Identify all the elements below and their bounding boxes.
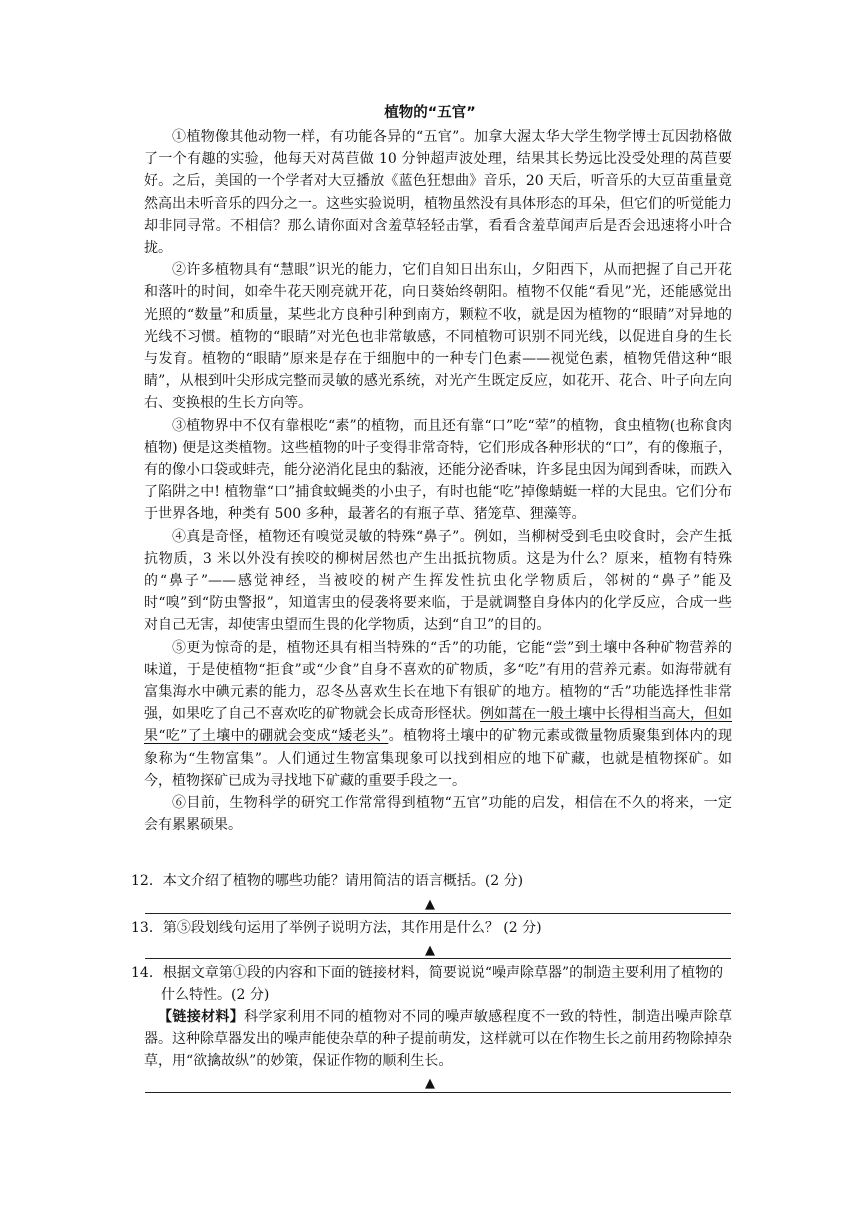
question-14-number: 14．: [131, 965, 163, 981]
article-body: [144, 126, 732, 837]
answer-line-12[interactable]: [145, 913, 731, 914]
article-title: 植物的“五官”: [384, 105, 476, 121]
question-14-text: 根据文章第①段的内容和下面的链接材料，简要说说“噪声除草器”的制造主要利用了植物的什么特性。(2 分): [161, 965, 724, 1004]
answer-marker-14: ▲: [425, 1076, 435, 1091]
paragraph-2: ②许多植物具有“慧眼”识光的能力，它们自知日出东山，夕阳西下，从而把握了自己开花和落叶的时间，如牵牛花天刚亮就开花，向日葵始终朝阳。植物不仅能“看见”光，还能感觉出光照的“数量”和质量，某些北方良种引种到南方，颗粒不收，就是因为植物的“眼睛”对异地的光线不习惯。植物的“眼睛”对光色也非常敏感，不同植物可识别不同光线，以促进自身的生长与发育。植物的“眼睛”原来是存在于细胞中的一种专门色素——视觉色素，植物凭借这种“眼睛”，从根到叶尖形成完整而灵敏的感光系统，对光产生既定反应，如花开、花合、叶子向左向右、变换根的生长方向等。: [144, 262, 732, 412]
answer-marker-12: ▲: [425, 897, 435, 912]
link-material-label: 【链接材料】: [158, 1009, 245, 1025]
link-material: [144, 1006, 732, 1073]
question-12: 12．本文介绍了植物的哪些功能？请用简洁的语言概括。(2 分): [131, 873, 524, 889]
paragraph-6: ⑥目前，生物科学的研究工作常常得到植物“五官”功能的启发，相信在不久的将来，一定会有累累硕果。: [144, 795, 732, 834]
paragraph-5-before: ⑤更为惊奇的是，植物还具有相当特殊的“舌”的功能，它能“尝”到土壤中各种矿物营养的味道，于是使植物“拒食”或“少食”自身不喜欢的矿物质，多“吃”有用的营养元素。如海带就有富集海水中碘元素的能力，忍冬丛喜欢生长在地下有银矿的地方。植物的“舌”功能选择性非常强，如果吃了自己不喜欢吃的矿物就会长成奇形怪状。: [144, 639, 732, 723]
underlined-sentence: 例如蒿在一般土壤中长得相当高大，但如果“吃”了土壤中的硼就会变成“矮老头”: [144, 706, 732, 745]
link-material-text: 科学家利用不同的植物对不同的噪声敏感程度不一致的特性，制造出噪声除草器。这种除草器发出的噪声能使杂草的种子提前萌发，这样就可以在作物生长之前用药物除掉杂草，用“欲擒故纵”的妙策，保证作物的顺利生长。: [144, 1009, 733, 1070]
question-14: [131, 962, 731, 1006]
link-material-paragraph: [144, 1006, 732, 1073]
paragraph-5-after: 。植物将土壤中的矿物元素或微量物质聚集到体内的现象称为“生物富集”。人们通过生物富集现象可以找到相应的地下矿藏，也就是植物探矿。如今，植物探矿已成为寻找地下矿藏的重要手段之一。: [144, 728, 732, 789]
paragraph-1: ①植物像其他动物一样，有功能各异的“五官”。加拿大渥太华大学生物学博士瓦因勃格做了一个有趣的实验，他每天对莴苣做 10 分钟超声波处理，结果其长势远比没受处理的莴苣要好。之后，美国的一个学者对大豆播放《蓝色狂想曲》音乐，20 天后，听音乐的大豆苗重量竟然高出未听音乐的四分之一。这些实验说明，植物虽然没有具体形态的耳朵，但它们的听觉能力却非同寻常。不相信？那么请你面对含羞草轻轻击掌，看看含羞草闻声后是否会迅速将小叶合拢。: [144, 129, 732, 257]
paragraph-4: ④真是奇怪，植物还有嗅觉灵敏的特殊“鼻子”。例如，当柳树受到毛虫咬食时，会产生抵抗物质，3 米以外没有挨咬的柳树居然也产生出抵抗物质。这是为什么？原来，植物有特殊的“鼻子”——感觉神经，当被咬的树产生挥发性抗虫化学物质后，邻树的“鼻子”能及时“嗅”到“防虫警报”，知道害虫的侵袭将要来临，于是就调整自身体内的化学反应，合成一些对自己无害，却使害虫望而生畏的化学物质，达到“自卫”的目的。: [144, 528, 732, 634]
question-13: 13．第⑤段划线句运用了举例子说明方法，其作用是什么？ (2 分): [131, 920, 542, 936]
paragraph-5: [144, 637, 732, 792]
paragraph-3: ③植物界中不仅有靠根吃“素”的植物，而且还有靠“口”吃“荤”的植物，食虫植物(也称食肉植物) 便是这类植物。这些植物的叶子变得非常奇特，它们形成各种形状的“口”，有的像瓶子，有的像小口袋或蚌壳，能分泌消化昆虫的黏液，还能分泌香味，许多昆虫因为闻到香味，而跌入了陷阱之中! 植物靠“口”捕食蚊蝇类的小虫子，有时也能“吃”掉像蜻蜓一样的大昆虫。它们分布于世界各地，种类有 500 多种，最著名的有瓶子草、猪笼草、狸藻等。: [144, 417, 732, 523]
answer-marker-13: ▲: [425, 943, 435, 958]
answer-line-13[interactable]: [145, 958, 731, 959]
answer-line-14[interactable]: [145, 1092, 731, 1093]
